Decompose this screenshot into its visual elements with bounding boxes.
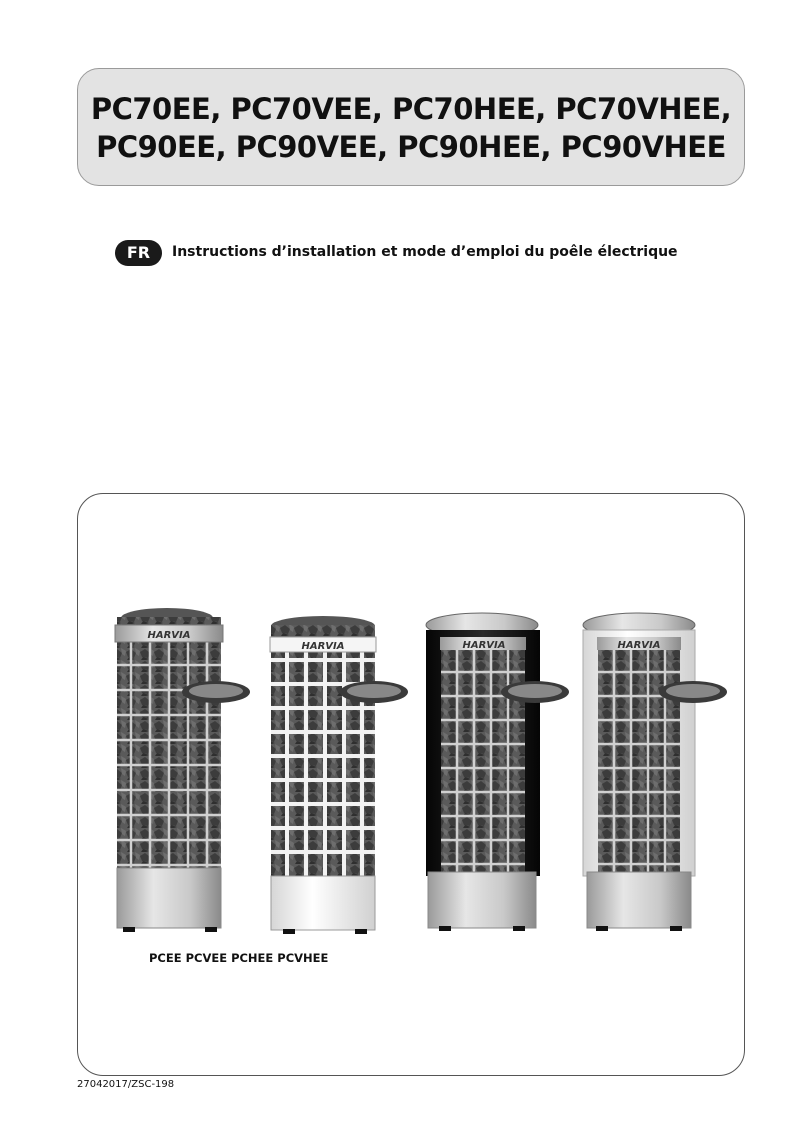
heater-pcvhee [583,613,727,931]
heater-pchee [426,613,569,931]
document-code: 27042017/ZSC-198 [77,1079,175,1090]
language-badge: FR [115,240,162,266]
heater-pcvee [270,616,408,934]
brand-logo: HARVIA [301,641,345,652]
instructions-heading: Instructions d’installation et mode d’emploi du poêle électrique [172,244,678,260]
brand-logo: HARVIA [147,630,191,641]
models-caption: PCEE PCVEE PCHEE PCVHEE [149,951,329,965]
brand-logo: HARVIA [462,640,506,651]
heater-pcee [115,608,250,932]
page-title-line-2: PC90EE, PC90VEE, PC90HEE, PC90VHEE [96,130,726,164]
brand-logo: HARVIA [617,640,661,651]
page-title-line-1: PC70EE, PC70VEE, PC70HEE, PC70VHEE, [90,92,732,126]
